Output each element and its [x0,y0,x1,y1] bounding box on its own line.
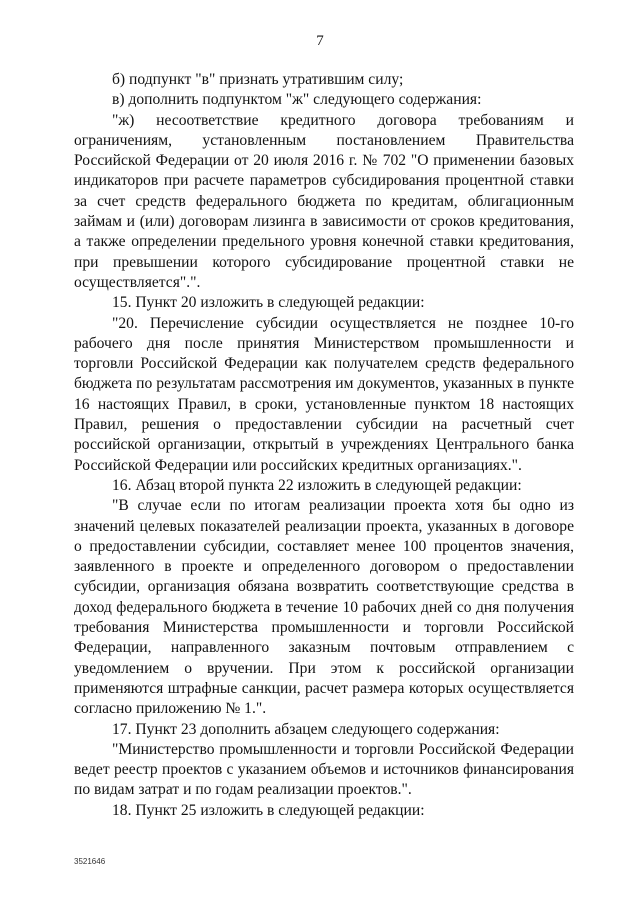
page-number: 7 [316,33,324,49]
paragraph: 17. Пункт 23 дополнить абзацем следующего содержания: [112,720,500,738]
document-body [74,70,574,821]
paragraph: 16. Абзац второй пункта 22 изложить в следующей редакции: [112,476,522,494]
paragraph: "ж) несоответствие кредитного договора требованиям и ограничениям, установленным постановлением Правительства Российской Федерации от 20 июля 2016 г. № 702 "О применении базовых индикаторов при расчете параметров субсидирования процентной ставки за счет средств федерального бюджета по кредитам, облигационным займам и (или) договорам лизинга в зависимости от сроков кредитования, а также определении предельного уровня конечной ставки кредитования, при превышении которого субсидирование процентной ставки не осуществляется".". [74,111,574,291]
paragraph: "В случае если по итогам реализации проекта хотя бы одно из значений целевых показателей реализации проекта, указанных в договоре о предоставлении субсидии, составляет менее 100 процентов значения, заявленного в проекте и определенного договором о предоставлении субсидии, организация обязана возвратить соответствующие средства в доход федерального бюджета в течение 10 рабочих дней со дня получения требования Министерства промышленности и торговли Российской Федерации, направленного заказным почтовым отправлением с уведомлением о вручении. При этом к российской организации применяются штрафные санкции, расчет размера которых осуществляется согласно приложению № 1.". [74,497,574,718]
paragraph: 18. Пункт 25 изложить в следующей редакции: [112,801,425,819]
paragraph: "20. Перечисление субсидии осуществляется не позднее 10-го рабочего дня после принятия Министерством промышленности и торговли Российской Федерации как получателем средств федерального бюджета по результатам рассмотрения им документов, указанных в пункте 16 настоящих Правил, в сроки, установленные пунктом 18 настоящих Правил, решения о предоставлении субсидии на расчетный счет российской организации, открытый в учреждениях Центрального банка Российской Федерации или российских кредитных организациях.". [74,314,574,474]
document-code: 3521646 [74,857,106,866]
paragraph: "Министерство промышленности и торговли Российской Федерации ведет реестр проектов с указанием объемов и источников финансирования по видам затрат и по годам реализации проектов.". [74,740,574,799]
paragraph: 15. Пункт 20 изложить в следующей редакции: [112,294,425,312]
paragraph: в) дополнить подпунктом "ж" следующего содержания: [112,91,482,109]
paragraph: б) подпункт "в" признать утратившим силу; [112,71,404,88]
